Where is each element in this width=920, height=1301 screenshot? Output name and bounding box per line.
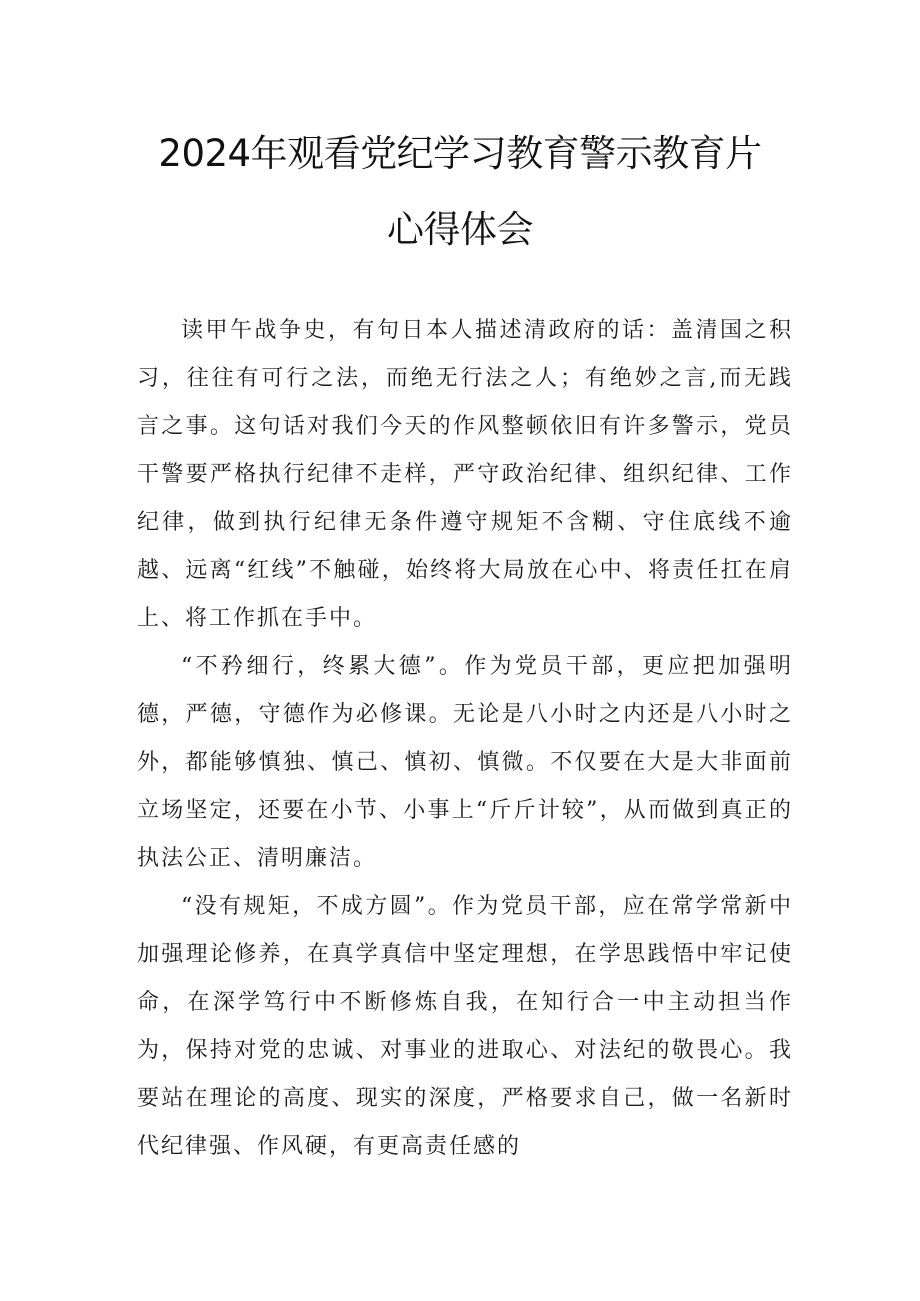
document-title-line-2: 心得体会 — [387, 208, 533, 251]
paragraph: 读甲午战争史，有句日本人描述清政府的话：盖清国之积习，往往有可行之法，而绝无行法之人；有绝妙之言,而无践言之事。这句话对我们今天的作风整顿依旧有许多警示，党员干警要严格执行纪律不走样，严守政治纪律、组织纪律、工作纪律，做到执行纪律无条件遵守规矩不含糊、守住底线不逾越、远离“红线”不触碰，始终将大局放在心中、将责任扛在肩上、将工作抓在手中。 — [137, 318, 793, 631]
document-title-line-1: 2024年观看党纪学习教育警示教育片 — [158, 132, 762, 175]
document-body — [137, 307, 793, 1171]
paragraph: “没有规矩，不成方圆”。作为党员干部，应在常学常新中加强理论修养，在真学真信中坚定理想，在学思践悟中牢记使命，在深学笃行中不断修炼自我，在知行合一中主动担当作为，保持对党的忠诚、对事业的进取心、对法纪的敬畏心。我要站在理论的高度、现实的深度，严格要求自己，做一名新时代纪律强、作风硬，有更高责任感的 — [137, 894, 793, 1159]
paragraph: “不矜细行，终累大德”。作为党员干部，更应把加强明德，严德，守德作为必修课。无论是八小时之内还是八小时之外，都能够慎独、慎己、慎初、慎微。不仅要在大是大非面前立场坚定，还要在小节、小事上“斤斤计较”，从而做到真正的执法公正、清明廉洁。 — [137, 654, 793, 871]
